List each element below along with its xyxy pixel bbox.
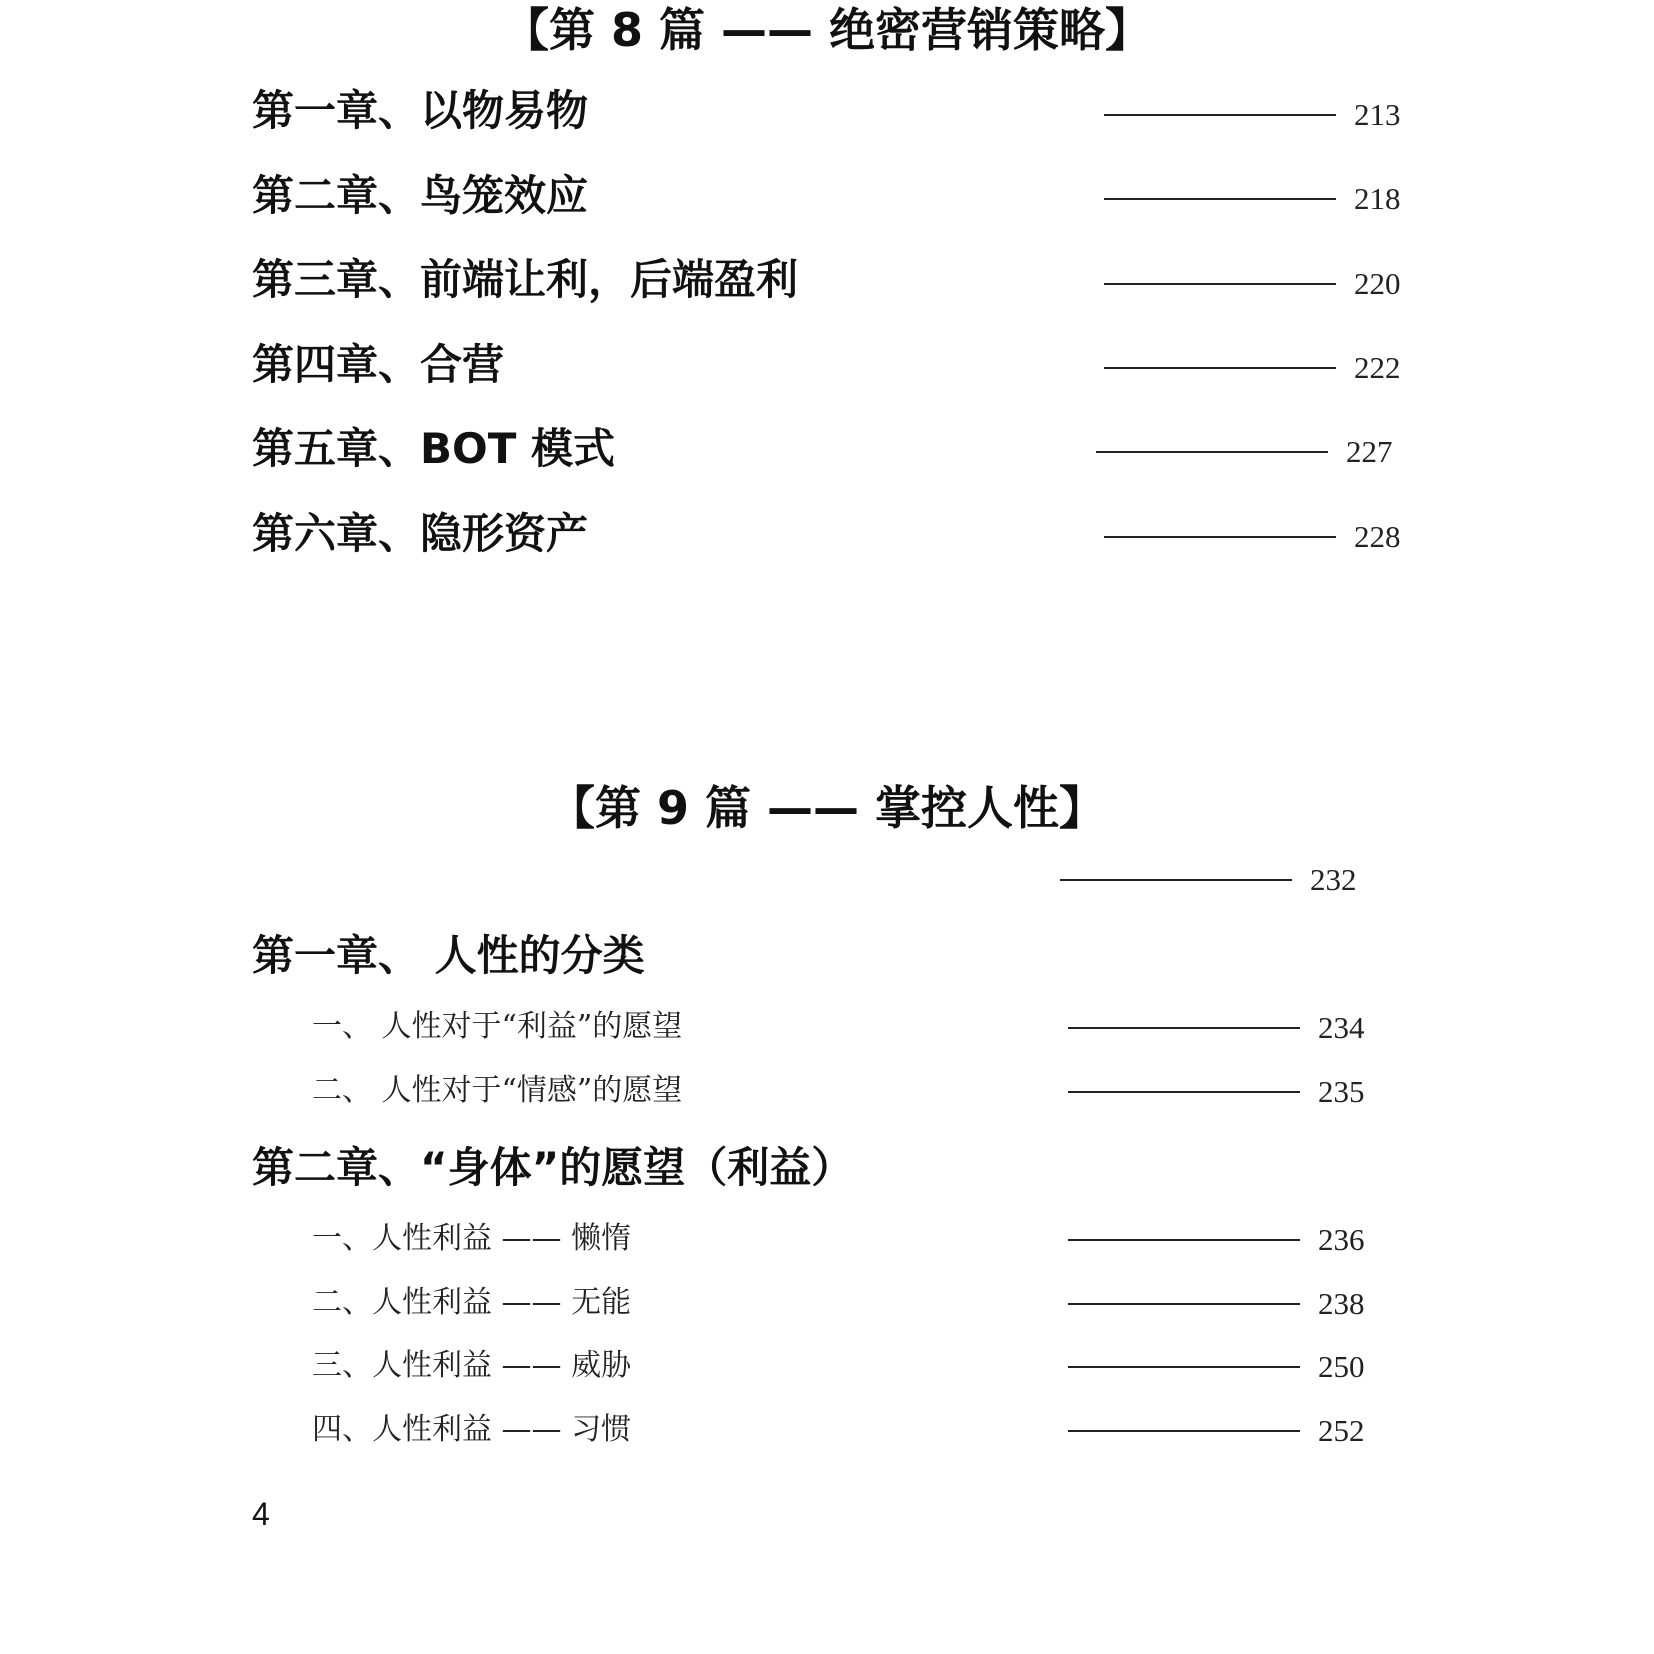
toc-section-title: 三、人性利益 —— 威胁 <box>312 1348 632 1383</box>
toc-chapter-title: 第五章、BOT 模式 <box>252 424 615 473</box>
toc-chapter-title: 第一章、以物易物 <box>252 86 589 135</box>
toc-section-title: 一、 人性对于“利益”的愿望 <box>312 1009 683 1044</box>
toc-section-title: 二、人性利益 —— 无能 <box>312 1285 632 1320</box>
toc-page-number: 218 <box>1354 181 1401 216</box>
toc-page-number: 228 <box>1354 519 1401 554</box>
toc-page-number: 252 <box>1318 1413 1365 1448</box>
toc-page-number: 220 <box>1354 266 1401 301</box>
toc-page-number: 238 <box>1318 1286 1365 1321</box>
dotted-leader <box>1068 1239 1300 1241</box>
dotted-leader <box>1060 879 1292 881</box>
toc-chapter-title: 第二章、鸟笼效应 <box>252 171 589 220</box>
dotted-leader <box>1104 114 1336 116</box>
dotted-leader <box>1096 451 1328 453</box>
toc-section-title: 二、 人性对于“情感”的愿望 <box>312 1073 683 1108</box>
toc-section-title: 一、人性利益 —— 懒惰 <box>312 1221 632 1256</box>
dotted-leader <box>1104 198 1336 200</box>
dotted-leader <box>1104 283 1336 285</box>
dotted-leader <box>1068 1027 1300 1029</box>
dotted-leader <box>1068 1091 1300 1093</box>
toc-page-number: 236 <box>1318 1222 1365 1257</box>
dotted-leader <box>1068 1430 1300 1432</box>
toc-page-number: 213 <box>1354 97 1401 132</box>
part-8-title: 【第 8 篇 —— 绝密营销策略】 <box>502 3 1152 57</box>
toc-section-title: 四、人性利益 —— 习惯 <box>312 1412 632 1447</box>
toc-page-number: 250 <box>1318 1349 1365 1384</box>
dotted-leader <box>1068 1366 1300 1368</box>
page-folio: 4 <box>252 1496 270 1532</box>
dotted-leader <box>1104 536 1336 538</box>
toc-chapter-title: 第二章、“身体”的愿望（利益） <box>252 1143 854 1192</box>
toc-page-number: 222 <box>1354 350 1401 385</box>
toc-chapter-title: 第六章、隐形资产 <box>252 509 589 558</box>
toc-page-number: 227 <box>1346 434 1393 469</box>
toc-page-number: 234 <box>1318 1010 1365 1045</box>
toc-chapter-title: 第一章、 人性的分类 <box>252 931 645 980</box>
part-9-title: 【第 9 篇 —— 掌控人性】 <box>548 781 1106 835</box>
toc-chapter-title: 第三章、前端让利，后端盈利 <box>252 255 799 304</box>
toc-page-number: 235 <box>1318 1074 1365 1109</box>
dotted-leader <box>1068 1303 1300 1305</box>
dotted-leader <box>1104 367 1336 369</box>
toc-chapter-title: 第四章、合营 <box>252 340 505 389</box>
toc-page-number: 232 <box>1310 862 1357 897</box>
